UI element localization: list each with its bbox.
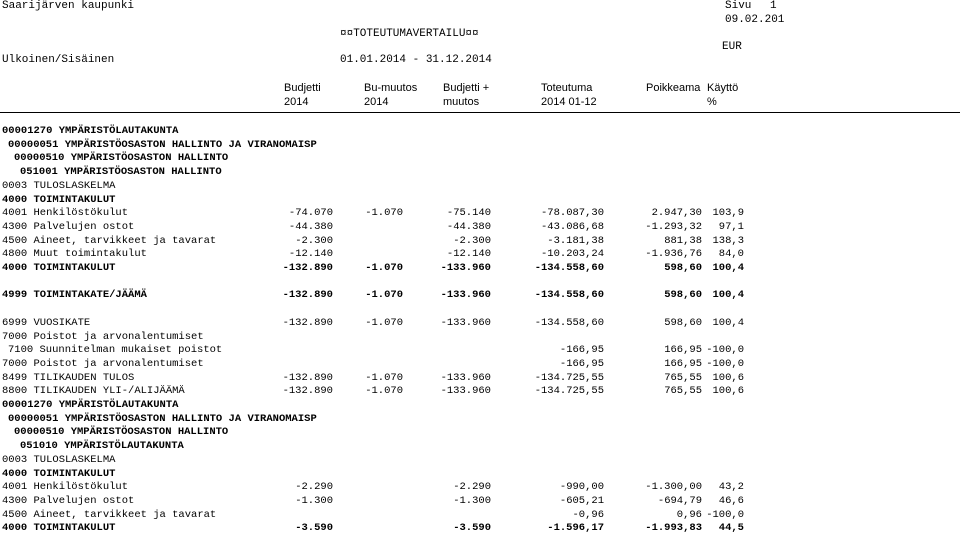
row-label: 4500 Aineet, tarvikkeet ja tavarat (2, 235, 217, 247)
cell-budget-change: -1.070 (365, 385, 403, 397)
row-label: 4800 Muut toimintakulut (2, 248, 147, 260)
cell-actual: -134.558,60 (534, 262, 604, 274)
page-label: Sivu (725, 0, 752, 12)
row-label: 8499 TILIKAUDEN TULOS (2, 372, 135, 384)
cell-usage: 100,4 (712, 262, 744, 274)
report-row (0, 399, 960, 413)
cell-actual: -166,95 (559, 358, 604, 370)
cell-actual: -134.725,55 (534, 372, 604, 384)
report-row (0, 303, 960, 317)
row-label: 4300 Palvelujen ostot (2, 221, 135, 233)
cell-deviation: 166,95 (664, 344, 702, 356)
cell-actual: -166,95 (559, 344, 604, 356)
row-label: 4001 Henkilöstökulut (2, 207, 129, 219)
report-row (0, 413, 960, 427)
report-row (0, 235, 960, 249)
cell-budget: -12.140 (288, 248, 333, 260)
cell-deviation: -694,79 (657, 495, 702, 507)
cell-deviation: 2.947,30 (651, 207, 702, 219)
report-row (0, 358, 960, 372)
cell-deviation: -1.300,00 (645, 481, 702, 493)
cell-usage: 46,6 (718, 495, 744, 507)
cell-usage: 100,4 (712, 289, 744, 301)
cell-budget-change: -1.070 (365, 289, 403, 301)
cell-deviation: 598,60 (664, 262, 702, 274)
row-label: 00000051 YMPÄRISTÖOSASTON HALLINTO JA VIRANOMAISP (8, 139, 317, 151)
cell-budget-plus: -1.300 (453, 495, 491, 507)
cell-actual: -990,00 (559, 481, 604, 493)
report-row (0, 481, 960, 495)
row-label: 051010 YMPÄRISTÖLAUTAKUNTA (20, 440, 184, 452)
cell-usage: 100,6 (712, 385, 744, 397)
col-subheader-budget-change: 2014 (364, 96, 389, 108)
cell-budget-plus: -2.300 (453, 235, 491, 247)
cell-budget: -1.300 (295, 495, 333, 507)
col-header-deviation: Poikkeama (646, 82, 701, 94)
row-label: 8800 TILIKAUDEN YLI-/ALIJÄÄMÄ (2, 385, 185, 397)
cell-budget-plus: -2.290 (453, 481, 491, 493)
cell-budget-change: -1.070 (365, 207, 403, 219)
report-row (0, 331, 960, 345)
cell-budget: -2.300 (295, 235, 333, 247)
cell-actual: -1.596,17 (547, 522, 604, 534)
cell-budget-plus: -44.380 (446, 221, 491, 233)
cell-budget-plus: -133.960 (440, 262, 491, 274)
cell-deviation: 765,55 (664, 385, 702, 397)
col-subheader-budget-plus: muutos (443, 96, 480, 108)
cell-budget: -132.890 (282, 385, 333, 397)
report-row (0, 207, 960, 221)
row-label: 00000510 YMPÄRISTÖOSASTON HALLINTO (14, 152, 229, 164)
cell-usage: 100,6 (712, 372, 744, 384)
row-label: 7100 Suunnitelman mukaiset poistot (8, 344, 223, 356)
cell-budget-plus: -3.590 (453, 522, 491, 534)
cell-deviation: 0,96 (676, 509, 702, 521)
report-row (0, 289, 960, 303)
row-label: 4999 TOIMINTAKATE/JÄÄMÄ (2, 289, 147, 301)
period-label: 01.01.2014 - 31.12.2014 (340, 54, 492, 66)
report-date: 09.02.201 (725, 14, 785, 26)
report-row (0, 248, 960, 262)
report-row (0, 180, 960, 194)
row-label: 4500 Aineet, tarvikkeet ja tavarat (2, 509, 217, 521)
cell-budget-change: -1.070 (365, 372, 403, 384)
row-label: 0003 TULOSLASKELMA (2, 180, 116, 192)
page-number: 1 (770, 0, 777, 12)
report-row (0, 152, 960, 166)
cell-budget: -132.890 (282, 289, 333, 301)
cell-usage: 138,3 (712, 235, 744, 247)
cell-usage: 43,2 (718, 481, 744, 493)
row-label: 7000 Poistot ja arvonalentumiset (2, 358, 204, 370)
cell-actual: -10.203,24 (540, 248, 604, 260)
cell-actual: -134.558,60 (534, 289, 604, 301)
cell-deviation: 166,95 (664, 358, 702, 370)
report-row (0, 276, 960, 290)
cell-budget: -44.380 (288, 221, 333, 233)
cell-usage: 103,9 (712, 207, 744, 219)
cell-usage: 100,4 (712, 317, 744, 329)
report-title: ¤¤TOTEUTUMAVERTAILU¤¤ (340, 28, 479, 40)
col-header-budget: Budjetti (284, 82, 321, 94)
row-label: 4300 Palvelujen ostot (2, 495, 135, 507)
cell-budget: -132.890 (282, 262, 333, 274)
col-header-budget-change: Bu-muutos (364, 82, 418, 94)
cell-actual: -134.558,60 (534, 317, 604, 329)
cell-budget-plus: -133.960 (440, 289, 491, 301)
row-label: 00001270 YMPÄRISTÖLAUTAKUNTA (2, 125, 179, 137)
report-row (0, 385, 960, 399)
col-subheader-actual: 2014 01-12 (541, 96, 597, 108)
cell-usage: 97,1 (718, 221, 744, 233)
cell-deviation: 765,55 (664, 372, 702, 384)
row-label: 6999 VUOSIKATE (2, 317, 91, 329)
report-row (0, 426, 960, 440)
cell-budget: -3.590 (295, 522, 333, 534)
cell-budget: -2.290 (295, 481, 333, 493)
report-row (0, 166, 960, 180)
currency-label: EUR (722, 41, 742, 53)
cell-actual: -43.086,68 (540, 221, 604, 233)
cell-actual: -134.725,55 (534, 385, 604, 397)
cell-budget-plus: -133.960 (440, 317, 491, 329)
row-label: 00001270 YMPÄRISTÖLAUTAKUNTA (2, 399, 179, 411)
cell-usage: 44,5 (718, 522, 744, 534)
cell-budget-plus: -133.960 (440, 385, 491, 397)
col-subheader-budget: 2014 (284, 96, 309, 108)
row-label: 4000 TOIMINTAKULUT (2, 262, 116, 274)
cell-budget-plus: -133.960 (440, 372, 491, 384)
col-subheader-usage: % (707, 96, 717, 108)
row-label: 4000 TOIMINTAKULUT (2, 194, 116, 206)
cell-actual: -78.087,30 (540, 207, 604, 219)
col-header-budget-plus: Budjetti + (443, 82, 490, 94)
cell-deviation: -1.993,83 (645, 522, 702, 534)
report-row (0, 440, 960, 454)
cell-budget: -132.890 (282, 317, 333, 329)
cell-deviation: 598,60 (664, 317, 702, 329)
report-row (0, 194, 960, 208)
report-row (0, 454, 960, 468)
report-row (0, 522, 960, 536)
cell-actual: -605,21 (559, 495, 604, 507)
row-label: 4000 TOIMINTAKULUT (2, 468, 116, 480)
row-label: 00000051 YMPÄRISTÖOSASTON HALLINTO JA VIRANOMAISP (8, 413, 317, 425)
cell-budget-change: -1.070 (365, 262, 403, 274)
cell-budget: -74.070 (288, 207, 333, 219)
row-label: 4000 TOIMINTAKULUT (2, 522, 116, 534)
report-row (0, 468, 960, 482)
report-row (0, 372, 960, 386)
report-row (0, 317, 960, 331)
scope-label: Ulkoinen/Sisäinen (2, 54, 115, 66)
cell-deviation: -1.936,76 (645, 248, 702, 260)
report-row (0, 221, 960, 235)
col-header-usage: Käyttö (707, 82, 739, 94)
report-row (0, 125, 960, 139)
report-row (0, 495, 960, 509)
row-label: 00000510 YMPÄRISTÖOSASTON HALLINTO (14, 426, 229, 438)
report-row (0, 262, 960, 276)
row-label: 7000 Poistot ja arvonalentumiset (2, 331, 204, 343)
col-header-actual: Toteutuma (541, 82, 593, 94)
cell-deviation: 881,38 (664, 235, 702, 247)
cell-budget-plus: -75.140 (446, 207, 491, 219)
cell-usage: -100,0 (706, 509, 744, 521)
row-label: 4001 Henkilöstökulut (2, 481, 129, 493)
header-divider (0, 112, 960, 113)
row-label: 051001 YMPÄRISTÖOSASTON HALLINTO (20, 166, 222, 178)
cell-actual: -3.181,38 (547, 235, 604, 247)
report-row (0, 139, 960, 153)
cell-deviation: -1.293,32 (645, 221, 702, 233)
cell-budget-plus: -12.140 (446, 248, 491, 260)
cell-usage: -100,0 (706, 358, 744, 370)
report-row (0, 344, 960, 358)
row-label: 0003 TULOSLASKELMA (2, 454, 116, 466)
cell-usage: -100,0 (706, 344, 744, 356)
organization-name: Saarijärven kaupunki (2, 0, 135, 12)
cell-usage: 84,0 (718, 248, 744, 260)
cell-actual: -0,96 (572, 509, 604, 521)
report-row (0, 509, 960, 523)
cell-deviation: 598,60 (664, 289, 702, 301)
cell-budget-change: -1.070 (365, 317, 403, 329)
cell-budget: -132.890 (282, 372, 333, 384)
